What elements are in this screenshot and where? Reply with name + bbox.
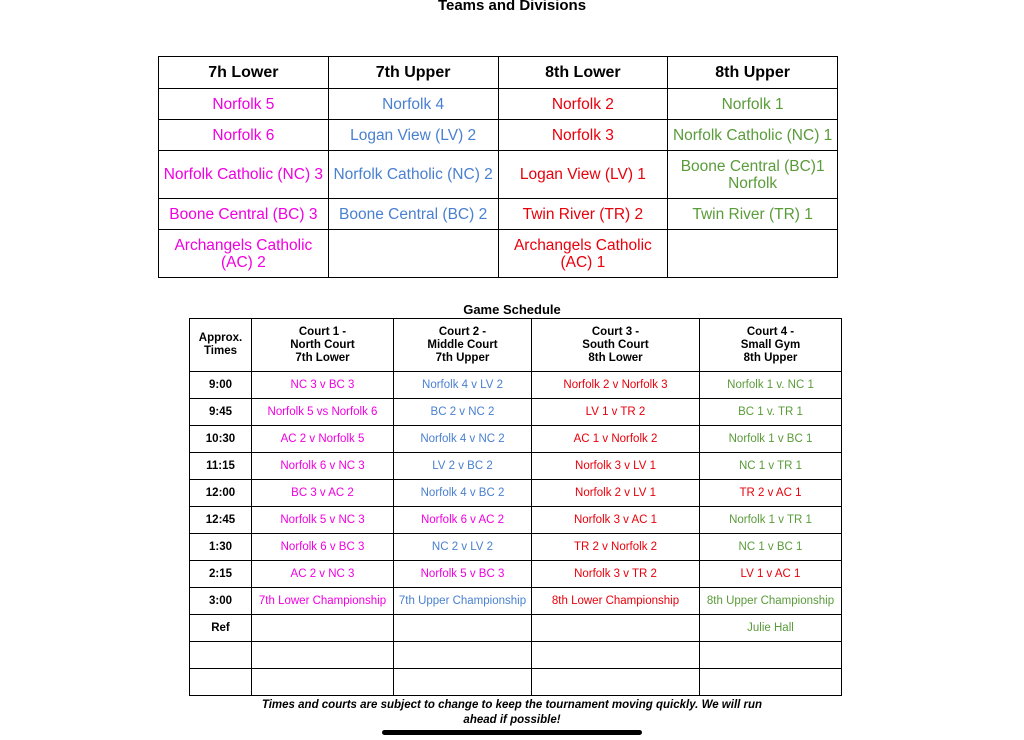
header-line: 8th Upper	[743, 351, 798, 364]
game-cell: 7th Lower Championship	[252, 588, 394, 615]
game-cell: TR 2 v AC 1	[700, 480, 842, 507]
division-header: 8th Upper	[668, 57, 838, 89]
team-cell: Norfolk Catholic (NC) 3	[159, 151, 329, 199]
schedule-row	[190, 507, 842, 534]
game-cell	[700, 642, 842, 669]
schedule-header-row	[190, 319, 842, 372]
game-cell: Norfolk 4 v NC 2	[394, 426, 532, 453]
game-cell	[532, 642, 700, 669]
schedule-header-court-1	[252, 319, 394, 372]
time-cell	[190, 642, 252, 669]
time-cell: 1:30	[190, 534, 252, 561]
schedule-header-court-2	[394, 319, 532, 372]
team-cell: Norfolk Catholic (NC) 1	[668, 120, 838, 151]
divisions-row	[159, 89, 838, 120]
game-cell: NC 3 v BC 3	[252, 372, 394, 399]
time-cell: 10:30	[190, 426, 252, 453]
home-indicator[interactable]	[382, 730, 642, 735]
schedule-row	[190, 453, 842, 480]
game-cell: NC 2 v LV 2	[394, 534, 532, 561]
game-cell: Norfolk 5 v BC 3	[394, 561, 532, 588]
header-line: Court 3 -	[591, 325, 640, 338]
team-cell: Norfolk 1	[668, 89, 838, 120]
team-cell: Norfolk 2	[498, 89, 668, 120]
schedule-header-times	[190, 319, 252, 372]
game-cell	[252, 642, 394, 669]
team-cell: Logan View (LV) 2	[328, 120, 498, 151]
schedule-row	[190, 534, 842, 561]
game-cell: 8th Upper Championship	[700, 588, 842, 615]
divisions-row	[159, 230, 838, 278]
header-line: 8th Lower	[588, 351, 643, 364]
header-line: South Court	[582, 338, 649, 351]
time-cell: Ref	[190, 615, 252, 642]
team-cell: Boone Central (BC) 2	[328, 199, 498, 230]
game-cell: 8th Lower Championship	[532, 588, 700, 615]
schedule-row	[190, 480, 842, 507]
schedule-row	[190, 372, 842, 399]
game-cell: Norfolk 1 v TR 1	[700, 507, 842, 534]
game-cell	[700, 669, 842, 696]
team-cell: Twin River (TR) 1	[668, 199, 838, 230]
game-cell: Norfolk 6 v AC 2	[394, 507, 532, 534]
game-cell	[252, 615, 394, 642]
divisions-row	[159, 199, 838, 230]
game-cell	[394, 615, 532, 642]
game-cell: Norfolk 6 v BC 3	[252, 534, 394, 561]
team-cell: Boone Central (BC)1 Norfolk	[668, 151, 838, 199]
header-line: Approx.	[198, 332, 243, 344]
divisions-header-row	[159, 57, 838, 89]
header-line: 7th Lower	[295, 351, 350, 364]
header-line: Court 4 -	[746, 325, 795, 338]
time-cell: 2:15	[190, 561, 252, 588]
game-cell: 7th Upper Championship	[394, 588, 532, 615]
division-header: 7h Lower	[159, 57, 329, 89]
header-line: 7th Upper	[435, 351, 490, 364]
game-cell: Norfolk 2 v LV 1	[532, 480, 700, 507]
team-cell: Norfolk 5	[159, 89, 329, 120]
divisions-table	[158, 56, 838, 278]
game-cell: Norfolk 4 v BC 2	[394, 480, 532, 507]
header-line: Middle Court	[427, 338, 498, 351]
division-header: 8th Lower	[498, 57, 668, 89]
game-cell: Norfolk 1 v BC 1	[700, 426, 842, 453]
team-cell: Twin River (TR) 2	[498, 199, 668, 230]
header-line: Court 1 -	[298, 325, 347, 338]
schedule-row	[190, 588, 842, 615]
team-cell: Norfolk 3	[498, 120, 668, 151]
game-cell: BC 1 v. TR 1	[700, 399, 842, 426]
game-cell: Norfolk 1 v. NC 1	[700, 372, 842, 399]
time-cell: 9:45	[190, 399, 252, 426]
game-cell: NC 1 v TR 1	[700, 453, 842, 480]
game-cell: Norfolk 5 vs Norfolk 6	[252, 399, 394, 426]
game-cell: LV 1 v AC 1	[700, 561, 842, 588]
division-header: 7th Upper	[328, 57, 498, 89]
header-line: Small Gym	[740, 338, 801, 351]
game-cell	[252, 669, 394, 696]
time-cell: 3:00	[190, 588, 252, 615]
team-cell	[328, 230, 498, 278]
schedule-row	[190, 399, 842, 426]
time-cell	[190, 669, 252, 696]
schedule-row	[190, 615, 842, 642]
schedule-header-court-3	[532, 319, 700, 372]
game-cell	[394, 642, 532, 669]
schedule-table	[189, 318, 842, 696]
time-cell: 12:45	[190, 507, 252, 534]
team-cell: Archangels Catholic (AC) 1	[498, 230, 668, 278]
team-cell: Norfolk 6	[159, 120, 329, 151]
game-cell	[394, 669, 532, 696]
game-cell: LV 1 v TR 2	[532, 399, 700, 426]
team-cell: Norfolk Catholic (NC) 2	[328, 151, 498, 199]
game-cell: LV 2 v BC 2	[394, 453, 532, 480]
game-cell: TR 2 v Norfolk 2	[532, 534, 700, 561]
schedule-row	[190, 426, 842, 453]
time-cell: 11:15	[190, 453, 252, 480]
game-cell: NC 1 v BC 1	[700, 534, 842, 561]
schedule-row	[190, 561, 842, 588]
team-cell: Archangels Catholic (AC) 2	[159, 230, 329, 278]
game-cell: Norfolk 4 v LV 2	[394, 372, 532, 399]
page-title: Teams and Divisions	[437, 0, 587, 14]
game-cell: AC 2 v NC 3	[252, 561, 394, 588]
footnote: Times and courts are subject to change to keep the tournament moving quickly. We will run ahead if possible!	[261, 699, 763, 726]
schedule-header-court-4	[700, 319, 842, 372]
schedule-row	[190, 669, 842, 696]
game-cell: Norfolk 2 v Norfolk 3	[532, 372, 700, 399]
header-line: Court 2 -	[438, 325, 487, 338]
divisions-row	[159, 151, 838, 199]
schedule-row	[190, 642, 842, 669]
game-cell	[532, 615, 700, 642]
game-cell: Norfolk 3 v TR 2	[532, 561, 700, 588]
team-cell	[668, 230, 838, 278]
schedule-title: Game Schedule	[463, 302, 561, 317]
game-cell: Norfolk 6 v NC 3	[252, 453, 394, 480]
game-cell	[532, 669, 700, 696]
game-cell: Norfolk 3 v LV 1	[532, 453, 700, 480]
team-cell: Logan View (LV) 1	[498, 151, 668, 199]
team-cell: Norfolk 4	[328, 89, 498, 120]
game-cell: Norfolk 5 v NC 3	[252, 507, 394, 534]
team-cell: Boone Central (BC) 3	[159, 199, 329, 230]
time-cell: 9:00	[190, 372, 252, 399]
game-cell: Norfolk 3 v AC 1	[532, 507, 700, 534]
game-cell: Julie Hall	[700, 615, 842, 642]
header-line: Times	[203, 345, 238, 357]
game-cell: AC 1 v Norfolk 2	[532, 426, 700, 453]
game-cell: BC 3 v AC 2	[252, 480, 394, 507]
game-cell: AC 2 v Norfolk 5	[252, 426, 394, 453]
divisions-row	[159, 120, 838, 151]
time-cell: 12:00	[190, 480, 252, 507]
game-cell: BC 2 v NC 2	[394, 399, 532, 426]
header-line: North Court	[290, 338, 355, 351]
